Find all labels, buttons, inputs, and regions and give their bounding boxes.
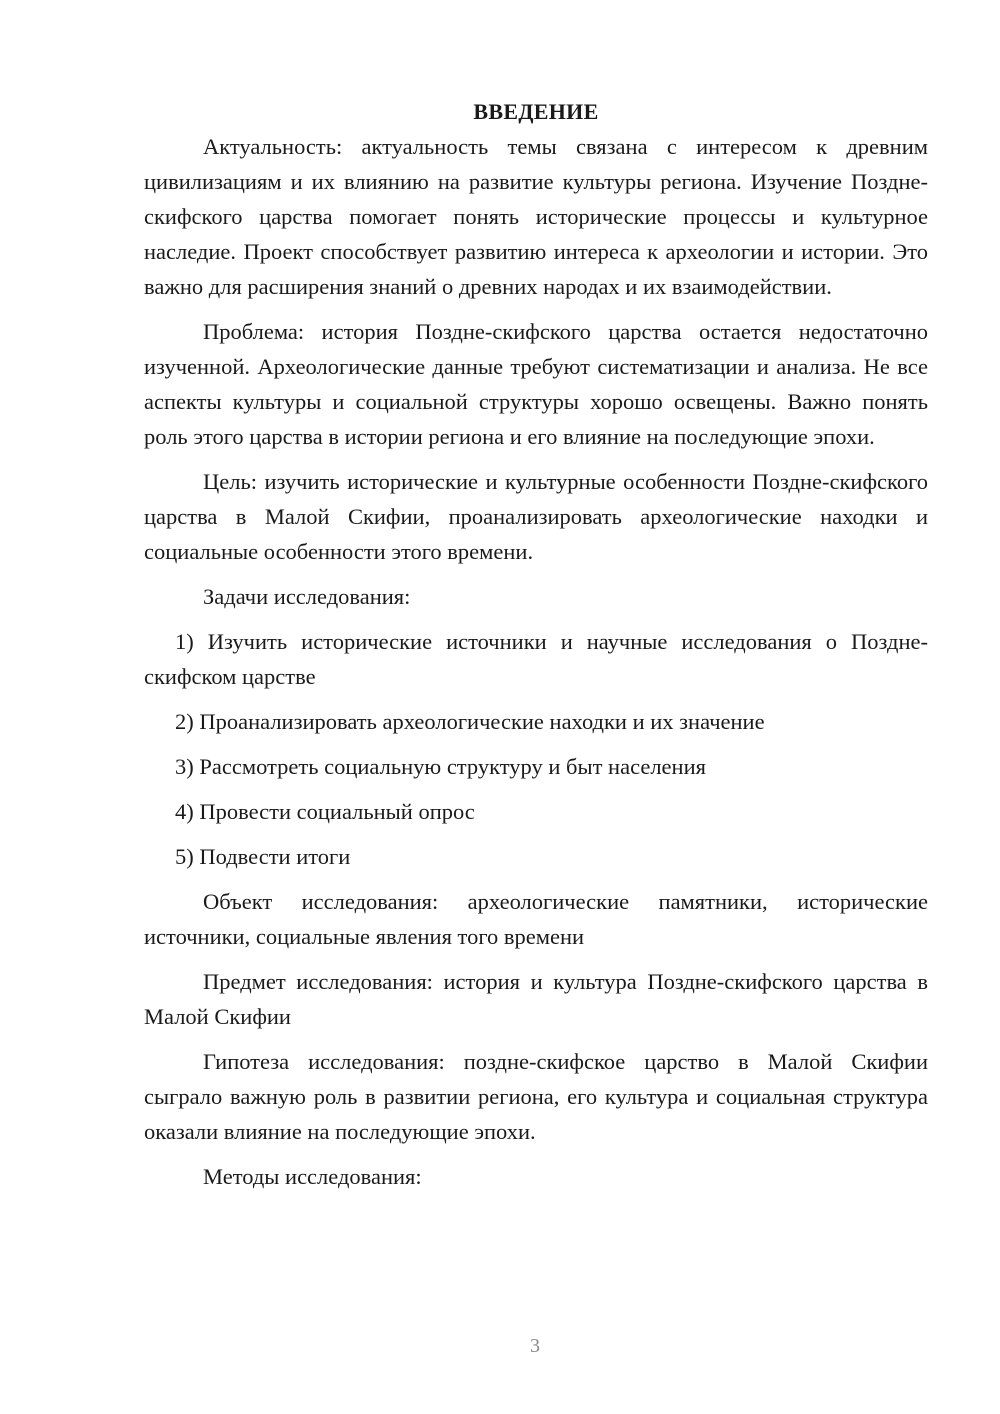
section-title: ВВЕДЕНИЕ xyxy=(473,99,599,124)
paragraph-goal: Цель: изучить исторические и культурные особенности Поздне-скифского царства в Малой Скифии, проанализировать археологические находки и социальные особенности этого времени. xyxy=(144,469,928,564)
page-number: 3 xyxy=(530,1335,540,1357)
paragraph-relevance: Актуальность: актуальность темы связана с интересом к древним цивилизациям и их влиянию на развитие культуры региона. Изучение Поздне-скифского царства помогает понять исторические процессы и культурное наследие. Проект способствует развитию интереса к археологии и истории. Это важно для расширения знаний о древних народах и их взаимодействии. xyxy=(144,134,928,299)
tasks-heading: Задачи исследования: xyxy=(203,584,411,609)
task-item-4: 4) Провести социальный опрос xyxy=(175,799,475,824)
methods-heading: Методы исследования: xyxy=(203,1164,422,1189)
task-item-1: 1) Изучить исторические источники и научные исследования о Поздне-скифском царстве xyxy=(144,629,928,689)
paragraph-subject: Предмет исследования: история и культура Поздне-скифского царства в Малой Скифии xyxy=(144,969,928,1029)
paragraph-object: Объект исследования: археологические памятники, исторические источники, социальные явления того времени xyxy=(144,889,928,949)
paragraph-problem: Проблема: история Поздне-скифского царства остается недостаточно изученной. Археологические данные требуют систематизации и анализа. Не все аспекты культуры и социальной структуры хорошо освещены. Важно понять роль этого царства в истории региона и его влияние на последующие эпохи. xyxy=(144,319,928,449)
document-page xyxy=(144,94,928,1204)
paragraph-hypothesis: Гипотеза исследования: поздне-скифское царство в Малой Скифии сыграло важную роль в развитии региона, его культура и социальная структура оказали влияние на последующие эпохи. xyxy=(144,1049,928,1144)
task-item-5: 5) Подвести итоги xyxy=(175,844,351,869)
task-item-2: 2) Проанализировать археологические находки и их значение xyxy=(175,709,765,734)
task-item-3: 3) Рассмотреть социальную структуру и быт населения xyxy=(175,754,706,779)
